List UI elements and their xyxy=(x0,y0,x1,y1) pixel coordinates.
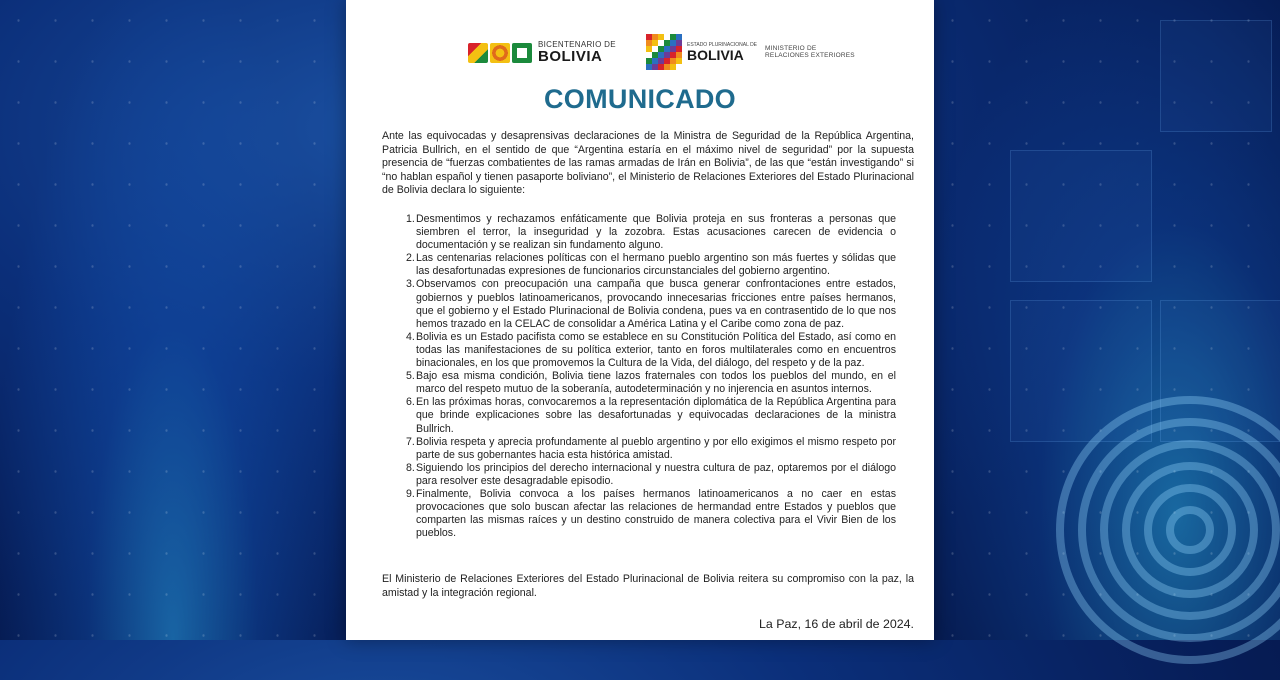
bicentenario-mark-icon xyxy=(468,43,488,63)
ministry-line2: RELACIONES EXTERIORES xyxy=(765,52,855,59)
list-item-text: En las próximas horas, convocaremos a la representación diplomática de la República Argentina para que brinde explicaciones sobre las desafortunadas y equivocadas declaraciones de la ministra Bullrich. xyxy=(416,396,896,435)
background-tile xyxy=(1160,20,1272,132)
list-item-text: Observamos con preocupación una campaña que busca generar confrontaciones entre estados, gobiernos y pueblos latinoamericanos, provocando innecesarias fricciones entre países hermanos, que el gobierno y el Estado Plurinacional de Bolivia condena, pues va en contrasentido de lo que nos hemos trazado en la CELAC de consolidar a América Latina y el Caribe como zona de paz. xyxy=(416,278,896,330)
list-item-number: 2. xyxy=(406,252,415,265)
list-item-text: Bolivia es un Estado pacifista como se establece en su Constitución Política del Estado, así como en todas las manifestaciones de su política exterior, tanto en foros multilaterales como en encuentros binacionales, en los que promovemos la Cultura de la Vida, del diálogo, del respeto y de la paz. xyxy=(416,330,896,370)
list-item-text: Finalmente, Bolivia convoca a los países hermanos latinoamericanos a no caer en estas provocaciones que solo buscan afectar las relaciones de hermandad entre Estados y pueblos que comparten las mismas raíces y un destino construido de manera colectiva para el Vivir Bien de los pueblos. xyxy=(416,487,896,540)
square-pattern-icon xyxy=(512,43,532,63)
list-item xyxy=(406,252,896,278)
list-item xyxy=(406,331,896,370)
list-item-text: Desmentimos y rechazamos enfáticamente que Bolivia proteja en sus fronteras a personas que siembren el terror, la inseguridad y la zozobra. Estas acusaciones carecen de evidencia o documentación y se realizan sin fundamento alguno. xyxy=(416,213,896,252)
list-item xyxy=(406,462,896,488)
estado-big-text: BOLIVIA xyxy=(687,46,744,63)
wiphala-mosaic-icon xyxy=(646,34,682,70)
list-item-number: 6. xyxy=(406,396,415,409)
list-item xyxy=(406,278,896,330)
list-item-text: Las centenarias relaciones políticas con el hermano pueblo argentino son más fuertes y sólidas que las desafortunadas expresiones de funcionarios circunstanciales del gobierno argentino. xyxy=(416,252,896,278)
list-item-text: Siguiendo los principios del derecho internacional y nuestra cultura de paz, optaremos por el diálogo para resolver este desagradable episodio. xyxy=(416,461,896,487)
list-item xyxy=(406,396,896,435)
list-item xyxy=(406,436,896,462)
bicentenario-logo xyxy=(468,41,616,64)
communique-document xyxy=(346,0,934,640)
list-item-text: Bajo esa misma condición, Bolivia tiene lazos fraternales con todos los pueblos del mundo, en el marco del respeto mutuo de la soberanía, autodeterminación y no injerencia en asuntos internos. xyxy=(416,370,896,396)
list-item xyxy=(406,213,896,252)
list-item-number: 3. xyxy=(406,278,415,291)
list-item-text: Bolivia respeta y aprecia profundamente al pueblo argentino y por ello exigimos el mismo respeto por parte de sus gobernantes hacia esta histórica amistad. xyxy=(416,435,896,461)
header-logos xyxy=(346,34,934,74)
intro-paragraph: Ante las equivocadas y desaprensivas declaraciones de la Ministra de Seguridad de la República Argentina, Patricia Bullrich, en el sentido de que “Argentina estaría en el máximo nivel de seguridad” por la supuesta presencia de “fuerzas combatientes de las ramas armadas de Irán en Bolivia”, de las que “están investigando” si “no hablan español y tienen pasaporte boliviano”, el Ministerio de Relaciones Exteriores del Estado Plurinacional de Bolivia declara lo siguiente: xyxy=(382,130,914,197)
sun-spiral-icon xyxy=(490,43,510,63)
list-item xyxy=(406,370,896,396)
list-item-number: 9. xyxy=(406,487,415,500)
closing-paragraph: El Ministerio de Relaciones Exteriores del Estado Plurinacional de Bolivia reitera su compromiso con la paz, la amistad y la integración regional. xyxy=(382,573,914,599)
list-item-number: 5. xyxy=(406,370,415,383)
list-item-number: 1. xyxy=(406,213,415,225)
document-date: La Paz, 16 de abril de 2024. xyxy=(759,617,914,631)
bicentenario-big-text: BOLIVIA xyxy=(538,48,603,65)
estado-plurinacional-logo xyxy=(646,34,855,70)
stars-left xyxy=(0,0,346,640)
declaration-list xyxy=(406,213,896,540)
list-item-number: 4. xyxy=(406,330,415,343)
bicentenario-small-text: BICENTENARIO DE xyxy=(538,40,616,49)
estado-small-text: ESTADO PLURINACIONAL DE xyxy=(687,41,758,48)
list-item-number: 7. xyxy=(406,435,415,448)
list-item-number: 8. xyxy=(406,461,415,474)
swirl-decoration xyxy=(1040,380,1280,680)
ministry-line1: MINISTERIO DE xyxy=(765,44,817,52)
background-tile xyxy=(1010,150,1152,282)
list-item xyxy=(406,488,896,540)
document-title: COMUNICADO xyxy=(544,84,736,114)
